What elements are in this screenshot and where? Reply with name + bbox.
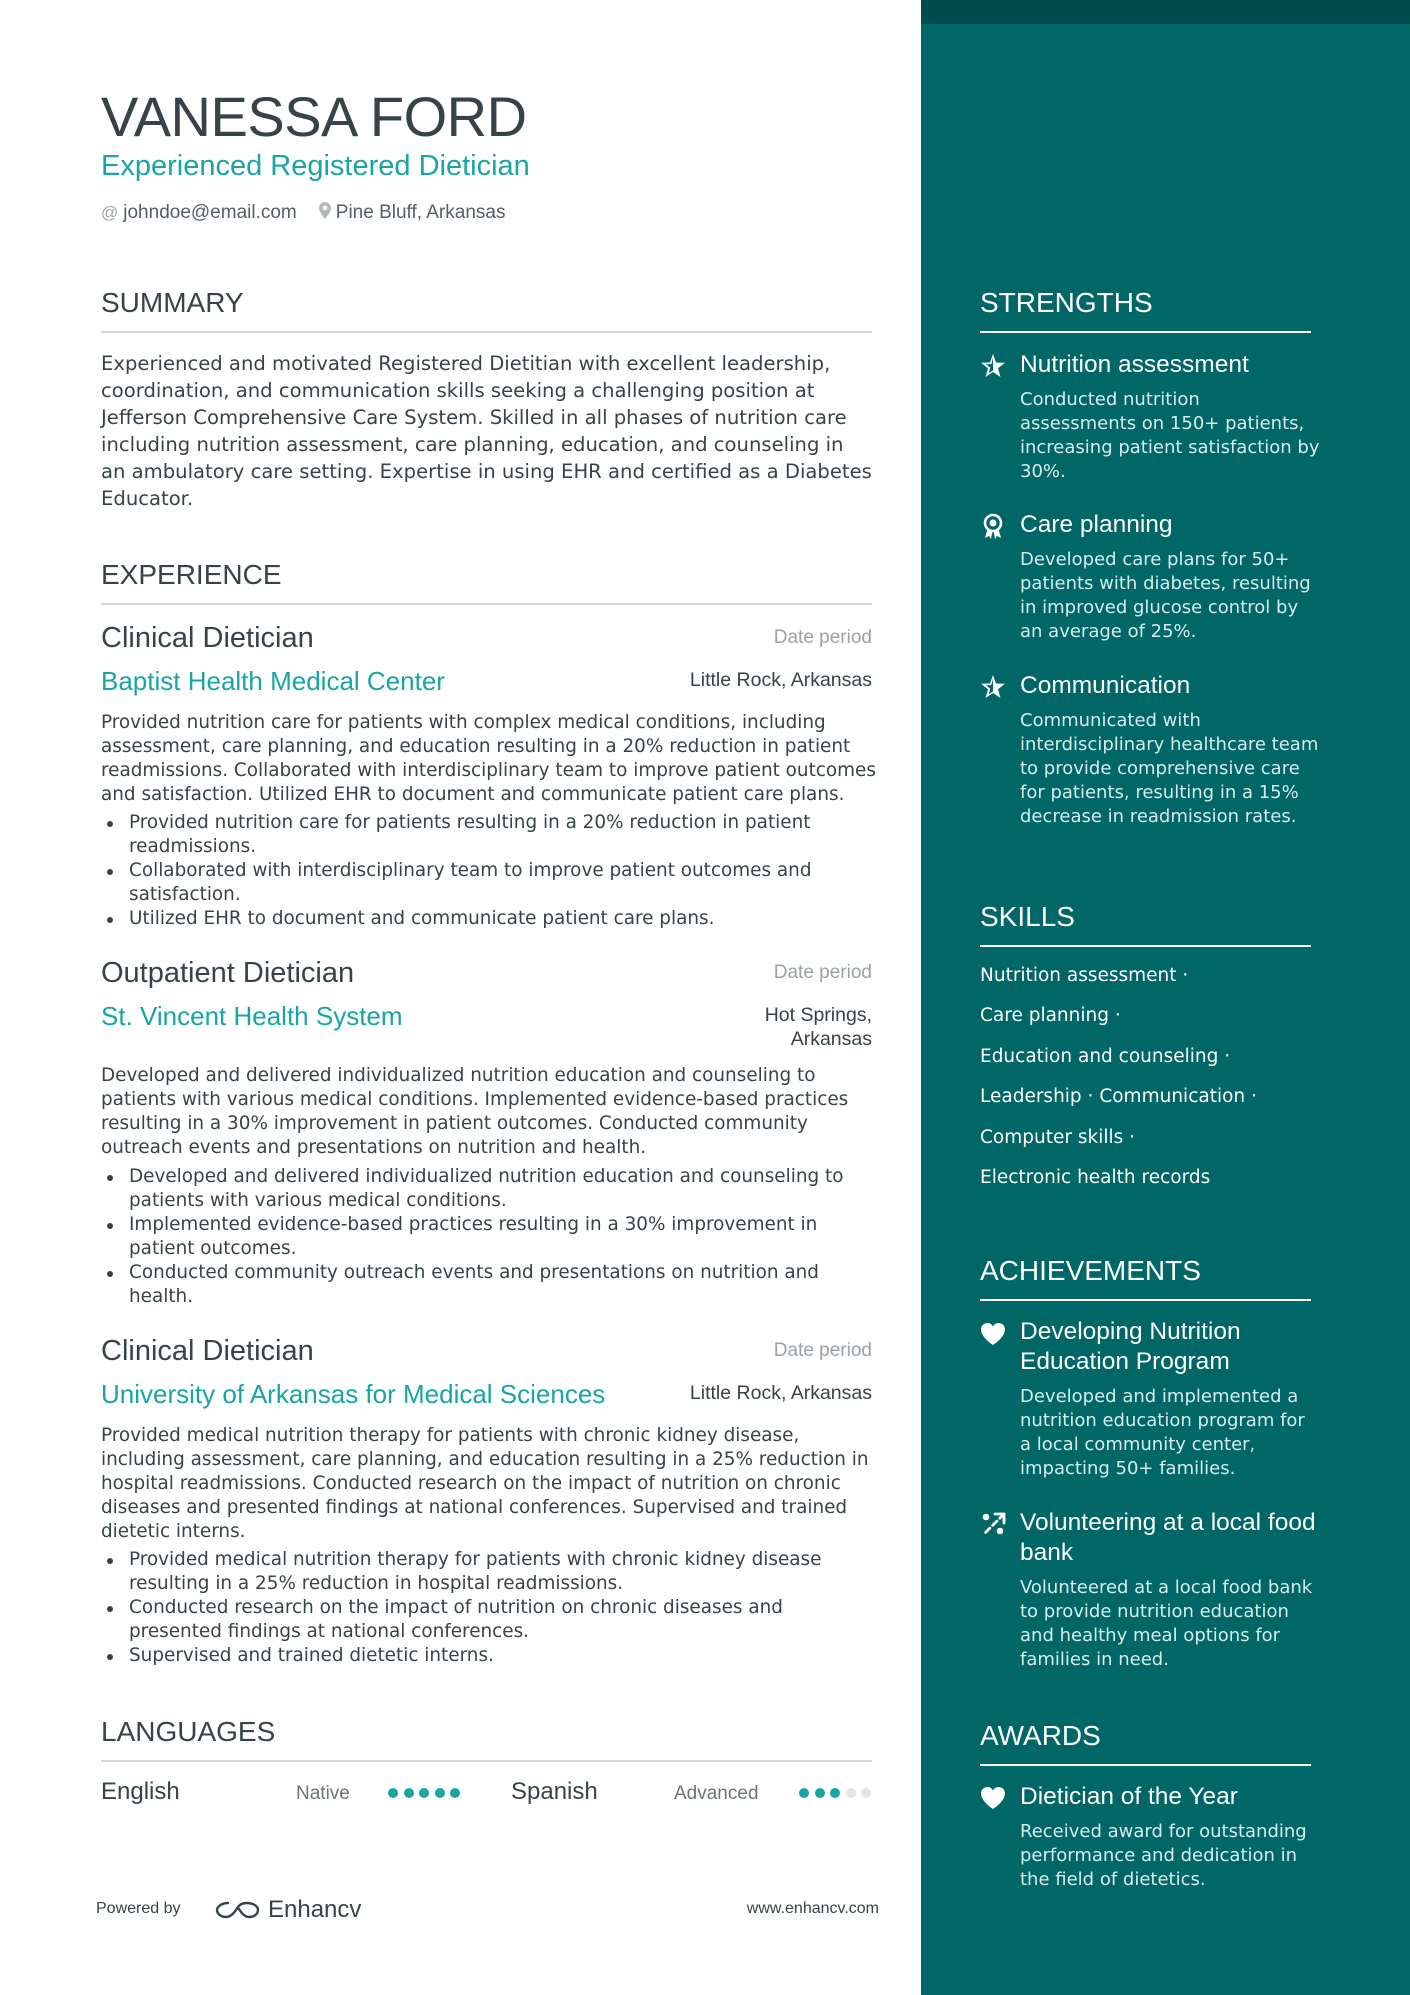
skill-line: Computer skills · — [980, 1127, 1136, 1148]
summary-heading: SUMMARY — [101, 287, 872, 333]
strength-title: Communication — [1020, 672, 1191, 699]
proficiency-dot-filled — [450, 1788, 460, 1798]
footer — [96, 1896, 879, 1926]
job-company: University of Arkansas for Medical Sciences — [101, 1379, 606, 1409]
job-bullets — [101, 811, 876, 931]
skill-line: Nutrition assessment · — [980, 965, 1189, 986]
proficiency-dot-filled — [388, 1788, 398, 1798]
proficiency-dot-filled — [435, 1788, 445, 1798]
brand-name: Enhancv — [268, 1896, 362, 1923]
strength-description: Developed care plans for 50+ patients with diabetes, resulting in improved glucose control by an average of 25%. — [1020, 549, 1311, 642]
list-item: Provided medical nutrition therapy for patients with chronic kidney disease resulting in a 25% reduction in hospital readmissions. — [101, 1548, 876, 1596]
strengths-heading: STRENGTHS — [980, 287, 1311, 333]
language-level: Native — [296, 1783, 350, 1804]
language-proficiency-dots — [388, 1788, 466, 1798]
job-bullets — [101, 1165, 876, 1309]
skill-line: Leadership · Communication · — [980, 1086, 1257, 1107]
strength-title: Nutrition assessment — [1020, 351, 1249, 378]
powered-by-label: Powered by — [96, 1900, 181, 1917]
achievement-title: Developing Nutrition Education Program — [1020, 1318, 1241, 1375]
strength-description: Conducted nutrition assessments on 150+ patients, increasing patient satisfaction by 30%. — [1020, 389, 1320, 482]
job-company: Baptist Health Medical Center — [101, 666, 445, 696]
at-icon: @ — [101, 203, 119, 222]
job-location-line: Arkansas — [790, 1028, 872, 1050]
proficiency-dot-empty — [846, 1788, 856, 1798]
list-item: Conducted research on the impact of nutrition on chronic diseases and presented findings at national conferences. — [101, 1596, 876, 1644]
star-icon — [979, 352, 1007, 380]
list-item: Utilized EHR to document and communicate patient care plans. — [101, 907, 876, 931]
job-date: Date period — [773, 627, 872, 648]
job-role: Clinical Dietician — [101, 1335, 314, 1367]
email-text: johndoe@email.com — [123, 202, 297, 223]
achievement-description: Volunteered at a local food bank to provide nutrition education and healthy meal options for families in need. — [1020, 1577, 1313, 1670]
job-bullets — [101, 1548, 876, 1668]
award-title: Dietician of the Year — [1020, 1783, 1238, 1810]
enhancv-logo-icon — [214, 1899, 262, 1921]
strength-description: Communicated with interdisciplinary healthcare team to provide comprehensive care for patients, resulting in a 15% decrease in readmission rates. — [1020, 710, 1319, 827]
skill-line: Education and counseling · — [980, 1046, 1231, 1067]
location-contact — [319, 202, 506, 224]
languages-row — [101, 1776, 872, 1810]
job-location: Little Rock, Arkansas — [689, 669, 872, 691]
job-location-line: Hot Springs, — [764, 1004, 872, 1026]
list-item: Collaborated with interdisciplinary team to improve patient outcomes and satisfaction. — [101, 859, 876, 907]
skill-line: Care planning · — [980, 1005, 1121, 1026]
job-description: Developed and delivered individualized nutrition education and counseling to patients with various medical conditions. Implemented evidence-based practices resulting in a 30% improvement in patient outcomes. Conducted community outreach events and presentations on nutrition and health. — [101, 1065, 849, 1158]
job-company: St. Vincent Health System — [101, 1001, 403, 1031]
job-description: Provided medical nutrition therapy for patients with chronic kidney disease, including assessment, care planning, and education resulting in a 25% reduction in hospital readmissions. Conducted research on the impact of nutrition on chronic diseases and presented findings at national conferences. Supervised and trained dietetic interns. — [101, 1425, 869, 1542]
experience-heading: EXPERIENCE — [101, 559, 872, 605]
skills-heading: SKILLS — [980, 901, 1311, 947]
language-proficiency-dots — [799, 1788, 877, 1798]
achievement-description: Developed and implemented a nutrition education program for a local community center, impacting 50+ families. — [1020, 1386, 1305, 1479]
location-pin-icon — [319, 202, 331, 224]
language-level: Advanced — [674, 1783, 759, 1804]
job-role: Clinical Dietician — [101, 622, 314, 654]
star-icon — [979, 673, 1007, 701]
strength-title: Care planning — [1020, 511, 1173, 538]
heart-icon — [979, 1784, 1007, 1812]
candidate-title: Experienced Registered Dietician — [101, 150, 530, 182]
email-contact[interactable] — [101, 202, 297, 224]
sidebar — [921, 0, 1410, 1995]
language-name: Spanish — [511, 1778, 598, 1805]
list-item: Developed and delivered individualized nutrition education and counseling to patients with various medical conditions. — [101, 1165, 876, 1213]
achievement-title: Volunteering at a local food bank — [1020, 1509, 1316, 1566]
proficiency-dot-filled — [419, 1788, 429, 1798]
award-description: Received award for outstanding performance and dedication in the field of dietetics. — [1020, 1821, 1307, 1890]
location-text: Pine Bluff, Arkansas — [335, 202, 506, 223]
website-link[interactable]: www.enhancv.com — [746, 1900, 879, 1917]
award-icon — [979, 512, 1007, 540]
contact-info — [101, 202, 527, 224]
list-item: Implemented evidence-based practices resulting in a 30% improvement in patient outcomes. — [101, 1213, 876, 1261]
job-description: Provided nutrition care for patients with complex medical conditions, including assessment, care planning, and education resulting in a 20% reduction in patient readmissions. Collaborated with interdisciplinary team to improve patient outcomes and satisfaction. Utilized EHR to document and communicate patient care plans. — [101, 712, 876, 805]
proficiency-dot-filled — [404, 1788, 414, 1798]
proficiency-dot-empty — [861, 1788, 871, 1798]
awards-heading: AWARDS — [980, 1720, 1311, 1766]
job-location: Little Rock, Arkansas — [689, 1382, 872, 1404]
enhancv-logo[interactable] — [214, 1896, 361, 1924]
list-item: Provided nutrition care for patients resulting in a 20% reduction in patient readmissions. — [101, 811, 876, 859]
job-date: Date period — [773, 962, 872, 983]
sidebar-top-band — [921, 0, 1410, 24]
list-item: Supervised and trained dietetic interns. — [101, 1644, 876, 1668]
proficiency-dot-filled — [815, 1788, 825, 1798]
summary-text: Experienced and motivated Registered Dietitian with excellent leadership, coordination, and communication skills seeking a challenging position at Jefferson Comprehensive Care System. Skilled in all phases of nutrition care including nutrition assessment, care planning, education, and counseling in an ambulatory care setting. Expertise in using EHR and certified as a Diabetes Educator. — [101, 352, 872, 510]
job-date: Date period — [773, 1340, 872, 1361]
candidate-name: VANESSA FORD — [101, 85, 527, 148]
heart-icon — [979, 1320, 1007, 1348]
proficiency-dot-filled — [799, 1788, 809, 1798]
route-icon — [979, 1510, 1007, 1538]
job-role: Outpatient Dietician — [101, 957, 355, 989]
languages-heading: LANGUAGES — [101, 1716, 872, 1762]
job-location — [765, 1003, 872, 1051]
language-name: English — [101, 1778, 180, 1805]
list-item: Conducted community outreach events and presentations on nutrition and health. — [101, 1261, 876, 1309]
proficiency-dot-filled — [830, 1788, 840, 1798]
skill-line: Electronic health records — [980, 1167, 1211, 1188]
achievements-heading: ACHIEVEMENTS — [980, 1255, 1311, 1301]
